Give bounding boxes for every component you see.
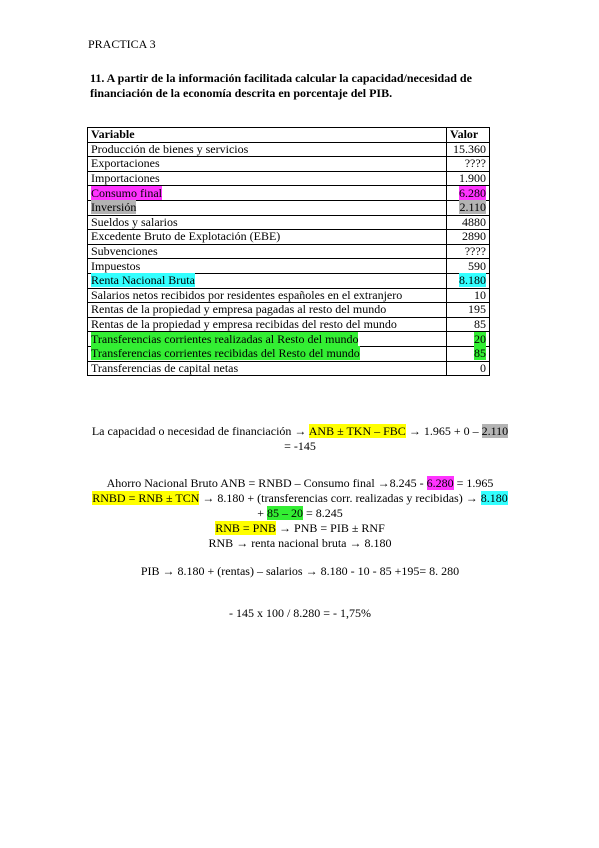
calc-highlight: 2.110 (481, 424, 509, 438)
row-label (88, 200, 447, 215)
row-label: Rentas de la propiedad y empresa recibidas del resto del mundo (88, 317, 447, 332)
calc-line-8: PIB → 8.180 + (rentas) – salarios → 8.180 - 10 - 85 +195= 8. 280 (140, 564, 460, 578)
row-label: Subvenciones (88, 244, 447, 259)
row-label: Sueldos y salarios (88, 215, 447, 230)
row-value (447, 200, 490, 215)
row-value: 1.900 (447, 171, 490, 186)
row-value: 0 (447, 361, 490, 376)
table-row (88, 200, 490, 215)
row-value-highlight: 2.110 (459, 200, 486, 215)
page-header-title: PRACTICA 3 (88, 37, 156, 51)
row-label (88, 273, 447, 288)
row-label-highlight: Consumo final (91, 185, 162, 200)
row-value: 4880 (447, 215, 490, 230)
calc-highlight: 85 – 20 (267, 506, 303, 520)
calc-highlight: 8.180 (480, 491, 508, 505)
calc-line-6 (60, 521, 540, 536)
data-table (87, 127, 490, 376)
row-label (88, 332, 447, 347)
calc-text: La capacidad o necesidad de financiación → (91, 424, 309, 438)
table-row (88, 288, 490, 303)
table-row (88, 361, 490, 376)
table-row (88, 230, 490, 245)
row-label: Excedente Bruto de Explotación (EBE) (88, 230, 447, 245)
row-value: 2890 (447, 230, 490, 245)
row-value (447, 346, 490, 361)
row-value: 195 (447, 303, 490, 318)
calc-text: → 8.180 + (transferencias corr. realizadas y recibidas) → (199, 491, 481, 505)
row-value: ???? (447, 157, 490, 172)
row-value: 85 (447, 317, 490, 332)
column-header-valor: Valor (447, 128, 490, 143)
row-label: Rentas de la propiedad y empresa pagadas al resto del mundo (88, 303, 447, 318)
table-header-row (88, 128, 490, 143)
table-row (88, 215, 490, 230)
question-text: 11. A partir de la información facilitada calcular la capacidad/necesidad de financiación de la economía descrita en porcentaje del PIB. (90, 71, 472, 100)
calc-line-1 (60, 424, 540, 439)
table-row (88, 186, 490, 201)
calc-text: = 8.245 (303, 506, 343, 520)
row-value: 10 (447, 288, 490, 303)
row-value: 590 (447, 259, 490, 274)
row-label-highlight: Transferencias corrientes realizadas al Resto del mundo (91, 331, 359, 346)
calc-line-4 (60, 491, 540, 506)
row-value: 15.360 (447, 142, 490, 157)
table-row (88, 142, 490, 157)
row-label (88, 186, 447, 201)
row-value-highlight: 8.180 (459, 273, 486, 288)
row-value-highlight: 20 (474, 331, 486, 346)
row-label (88, 346, 447, 361)
column-header-variable: Variable (88, 128, 447, 143)
calc-text: → 1.965 + 0 – (405, 424, 482, 438)
table-row (88, 332, 490, 347)
table-row (88, 273, 490, 288)
calc-highlight: RNB = PNB (215, 521, 277, 535)
row-label: Transferencias de capital netas (88, 361, 447, 376)
row-label: Importaciones (88, 171, 447, 186)
row-label: Impuestos (88, 259, 447, 274)
calc-result: - 145 x 100 / 8.280 = - 1,75% (228, 606, 372, 620)
table-row (88, 171, 490, 186)
row-label: Salarios netos recibidos por residentes españoles en el extranjero (88, 288, 447, 303)
calc-highlight: RNBD = RNB ± TCN (92, 491, 200, 505)
row-label-highlight: Inversión (91, 200, 137, 215)
calc-line-5 (60, 506, 540, 521)
table-row (88, 346, 490, 361)
calc-line-3 (60, 476, 540, 491)
row-value: ???? (447, 244, 490, 259)
table-row (88, 244, 490, 259)
calc-text: + (257, 506, 267, 520)
row-label: Producción de bienes y servicios (88, 142, 447, 157)
calc-line-7: RNB → renta nacional bruta → 8.180 (208, 536, 392, 550)
table-row (88, 317, 490, 332)
calc-text: = 1.965 (453, 476, 494, 490)
calc-highlight: 6.280 (426, 476, 454, 490)
calc-highlight: ANB ± TKN – FBC (308, 424, 406, 438)
row-value-highlight: 6.280 (459, 185, 486, 200)
calc-line-2: = -145 (284, 439, 316, 453)
table-row (88, 259, 490, 274)
calc-text: → PNB = PIB ± RNF (276, 521, 385, 535)
row-label-highlight: Renta Nacional Bruta (91, 273, 195, 288)
row-label: Exportaciones (88, 157, 447, 172)
table-row (88, 303, 490, 318)
row-label-highlight: Transferencias corrientes recibidas del Resto del mundo (91, 346, 360, 361)
row-value-highlight: 85 (474, 346, 486, 361)
row-value (447, 273, 490, 288)
row-value (447, 332, 490, 347)
row-value (447, 186, 490, 201)
table-row (88, 157, 490, 172)
calc-text: Ahorro Nacional Bruto ANB = RNBD – Consumo final →8.245 - (106, 476, 427, 490)
